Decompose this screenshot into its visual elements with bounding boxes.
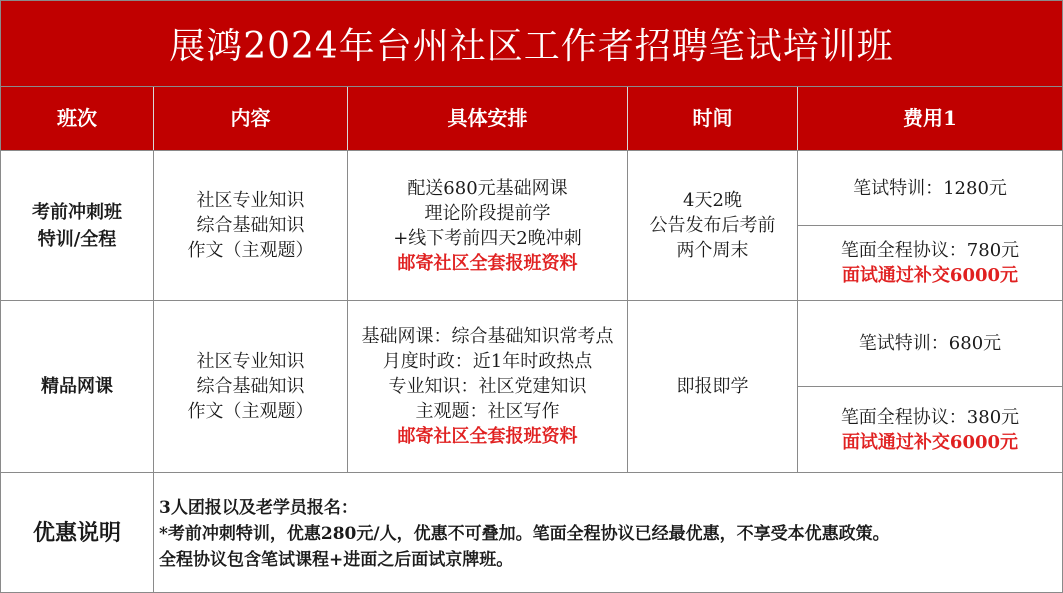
arrangement-highlight: 邮寄社区全套报班资料 [397, 426, 578, 447]
fee-cell [798, 151, 1062, 300]
class-name-cell [1, 301, 154, 472]
arrangement-line: 主观题：社区写作 [415, 401, 560, 422]
fee-written: 笔试特训：1280元 [853, 177, 1007, 199]
promo-line: 全程协议包含笔试课程+进面之后面试京牌班。 [159, 549, 514, 570]
header-content: 内容 [154, 87, 348, 150]
arrangement-line: +线下考前四天2晚冲刺 [393, 227, 582, 249]
header-fee: 费用1 [903, 106, 957, 130]
fee-full: 笔面全程协议：380元 [840, 406, 1020, 428]
class-name-line: 精品网课 [41, 376, 113, 397]
content-line: 作文（主观题） [187, 240, 314, 261]
content-cell [154, 151, 348, 300]
fee-full-highlight: 面试通过补交6000元 [841, 431, 1019, 453]
time-line: 4天2晚 [683, 190, 742, 211]
arrangement-line: 配送680元基础网课 [407, 177, 568, 199]
content-line: 综合基础知识 [196, 215, 305, 236]
time-cell [628, 301, 798, 472]
arrangement-highlight: 邮寄社区全套报班资料 [397, 252, 578, 274]
fee-full-cell [798, 226, 1062, 300]
table-row [1, 301, 1062, 473]
promo-text [154, 473, 1062, 593]
promo-line: *考前冲刺特训，优惠280元/人，优惠不可叠加。笔面全程协议已经最优惠，不享受本优惠政策。 [159, 523, 890, 544]
time-line: 两个周末 [676, 240, 749, 261]
header-time: 时间 [628, 87, 798, 150]
class-name-line: 特训/全程 [37, 228, 117, 250]
arrangement-cell [348, 151, 628, 300]
table-row [1, 151, 1062, 301]
content-cell [154, 301, 348, 472]
fee-written-cell [798, 301, 1062, 387]
arrangement-line: 月度时政：近1年时政热点 [382, 351, 593, 372]
fee-written-cell [798, 151, 1062, 226]
header-arrangement: 具体安排 [348, 87, 628, 150]
content-line: 作文（主观题） [187, 401, 314, 422]
content-line: 社区专业知识 [196, 351, 305, 372]
fee-full-highlight: 面试通过补交6000元 [841, 265, 1019, 286]
time-cell [628, 151, 798, 300]
arrangement-line: 理论阶段提前学 [424, 202, 551, 224]
arrangement-line: 专业知识：社区党建知识 [388, 376, 587, 397]
header-class: 班次 [1, 87, 154, 150]
promo-row [1, 473, 1062, 593]
arrangement-line: 基础网课：综合基础知识常考点 [361, 326, 614, 347]
fee-full-cell [798, 387, 1062, 472]
class-name-cell [1, 151, 154, 300]
arrangement-cell [348, 301, 628, 472]
fee-written: 笔试特训：680元 [858, 333, 1002, 354]
fee-full: 笔面全程协议：780元 [840, 240, 1020, 261]
promo-label: 优惠说明 [1, 473, 154, 593]
class-name-line: 考前冲刺班 [32, 201, 122, 223]
table-header-row [1, 87, 1062, 151]
content-line: 综合基础知识 [196, 376, 305, 397]
page-title: 展鸿2024年台州社区工作者招聘笔试培训班 [1, 1, 1062, 87]
time-line: 公告发布后考前 [649, 215, 776, 236]
promo-line: 3人团报以及老学员报名： [159, 497, 358, 518]
fee-cell [798, 301, 1062, 472]
time-line: 即报即学 [676, 376, 749, 397]
content-line: 社区专业知识 [196, 190, 305, 211]
